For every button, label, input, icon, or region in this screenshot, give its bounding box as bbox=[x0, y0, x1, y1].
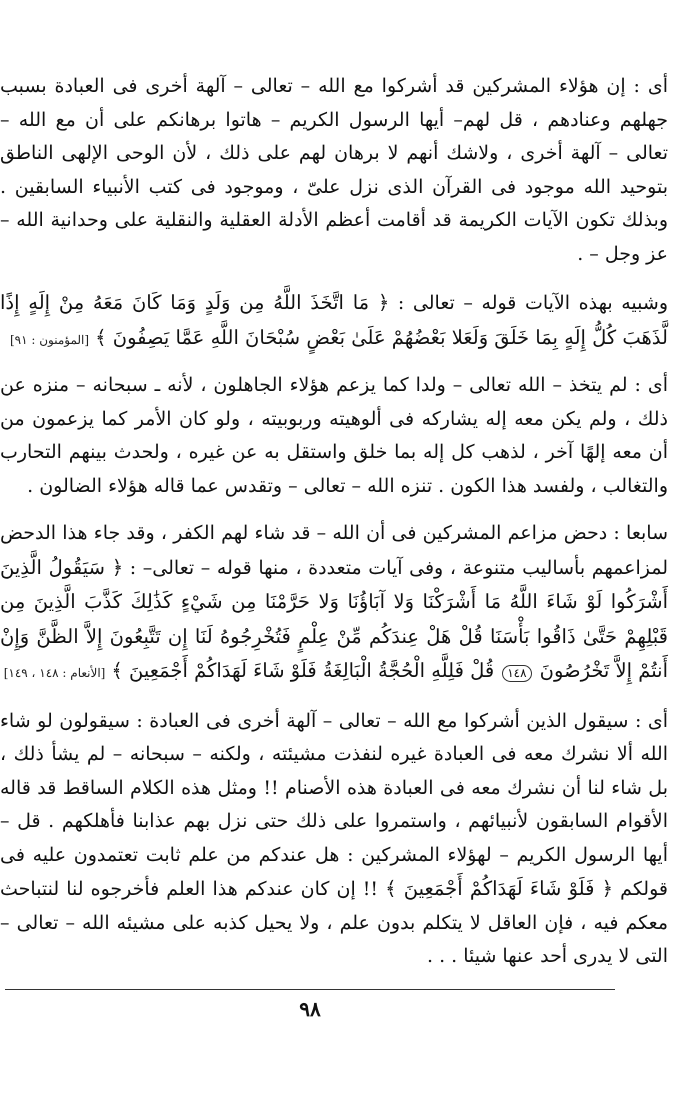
verse-citation: [الأنعام : ١٤٨ ، ١٤٩] bbox=[3, 666, 106, 680]
paragraph-5-text-a: أى : سيقول الذين أشركوا مع الله – تعالى – آلهة أخرى فى العبادة : سيقولون لو شاء الله ألا نشرك معه فى العبادة غيره لنفذت مشيئته ، ولكنه – سبحانه – لم يشأ ذلك ، بل شاء لنا أن نشرك معه فى العبادة هذه الأصنام !! ومثل هذه الكلام الساقط قد قاله الأقوام السابقون لأنبيائهم ، واستمروا على ذلك حتى نزل بهم عذابنا فأهلكهم . قل – أيها الرسول الكريم – لهؤلاء المشركين : هل عندكم من علم ثابت تعتمدون عليه فى قولكم bbox=[0, 709, 668, 900]
verse-number-marker: ١٤٨ bbox=[502, 665, 531, 682]
verse-citation: [المؤمنون : ٩١] bbox=[9, 332, 90, 347]
paragraph-3-text: أى : لم يتخذ – الله تعالى – ولدا كما يزعم هؤلاء الجاهلون ، لأنه ـ سبحانه – منزه عن ذلك ، ولم يكن معه إله يشاركه فى ألوهيته وربوبيته ، ولو كان الأمر كما يزعمون من أن معه إلهًا آخر ، لذهب كل إله بما خلق واستقل به عن غيره ، ولحدث بينهم التحارب والتغالب ، ولفسد هذا الكون . تنزه الله – تعالى – وتقدس عما قاله هؤلاء الضالون . bbox=[0, 374, 668, 497]
paragraph-2 bbox=[0, 286, 668, 357]
quran-verse: قُلْ فَلِلَّهِ الْحُجَّةُ الْبَالِغَةُ فَلَوْ شَاءَ لَهَدَاكُمْ أَجْمَعِينَ ﴾ bbox=[111, 659, 495, 682]
paragraph-3 bbox=[0, 369, 668, 503]
quran-verse: ﴿ سَيَقُولُ الَّذِينَ أَشْرَكُوا لَوْ شَاءَ اللَّهُ مَا أَشْرَكْنَا وَلا آبَاؤُنَا وَلا حَرَّمْنَا مِن شَيْءٍ كَذَٰلِكَ كَذَّبَ الَّذِينَ مِن قَبْلِهِمْ حَتَّىٰ ذَاقُوا بَأْسَنَا قُلْ هَلْ عِندَكُم مِّنْ عِلْمٍ فَتُخْرِجُوهُ لَنَا إِن تَتَّبِعُونَ إِلاَّ الظَّنَّ وَإِنْ أَنتُمْ إِلاَّ تَخْرُصُونَ bbox=[0, 555, 668, 682]
quran-verse: ﴿ مَا اتَّخَذَ اللَّهُ مِن وَلَدٍ وَمَا كَانَ مَعَهُ مِنْ إِلَهٍ إِذًا لَّذَهَبَ كُلُّ إِلَهٍ بِمَا خَلَقَ وَلَعَلا بَعْضُهُمْ عَلَىٰ بَعْضٍ سُبْحَانَ اللَّهِ عَمَّا يَصِفُونَ ﴾ bbox=[0, 291, 668, 349]
footer-divider bbox=[5, 989, 615, 990]
paragraph-1 bbox=[0, 70, 668, 271]
paragraph-2-intro: وشبيه بهذه الآيات قوله – تعالى : bbox=[389, 292, 668, 314]
paragraph-1-text: أى : إن هؤلاء المشركين قد أشركوا مع الله – تعالى – آلهة أخرى فى العبادة بسبب جهلهم وعنادهم ، قل لهم– أيها الرسول الكريم – هاتوا برهانكم على أن مع الله – تعالى – آلهة أخرى ، ولاشك أنهم لا برهان لهم على ذلك ، لأن الوحى الإلهى الناطق بتوحيد الله موجود فى القرآن الذى نزل علىّ ، وموجود فى كتب الأنبياء السابقين . وبذلك تكون الآيات الكريمة قد أقامت أعظم الأدلة العقلية والنقلية على وحدانية الله – عز وجل – . bbox=[0, 75, 668, 265]
paragraph-4 bbox=[0, 517, 668, 691]
page-body bbox=[0, 60, 668, 974]
quran-verse: ﴿ فَلَوْ شَاءَ لَهَدَاكُمْ أَجْمَعِينَ ﴾ bbox=[385, 877, 614, 900]
page-number: ٩٨ bbox=[299, 997, 321, 1021]
paragraph-4-intro: سابعا : دحض مزاعم المشركين فى أن الله – قد شاء لهم الكفر ، وقد جاء هذا الدحض لمزاعمهم بأساليب متنوعة ، وفى آيات متعددة ، منها قوله – تعالى– : bbox=[0, 522, 668, 579]
paragraph-5 bbox=[0, 705, 668, 974]
paragraph-5-text-b: !! إن كان عندكم هذا العلم فأخرجوه لنا لنتباحث معكم فيه ، فإن العاقل لا يتكلم بدون علم ، ولا يحيل كذبه على مشيئه الله – تعالى – التى لا يدرى أحد عنها شيئا . . . bbox=[0, 878, 668, 967]
